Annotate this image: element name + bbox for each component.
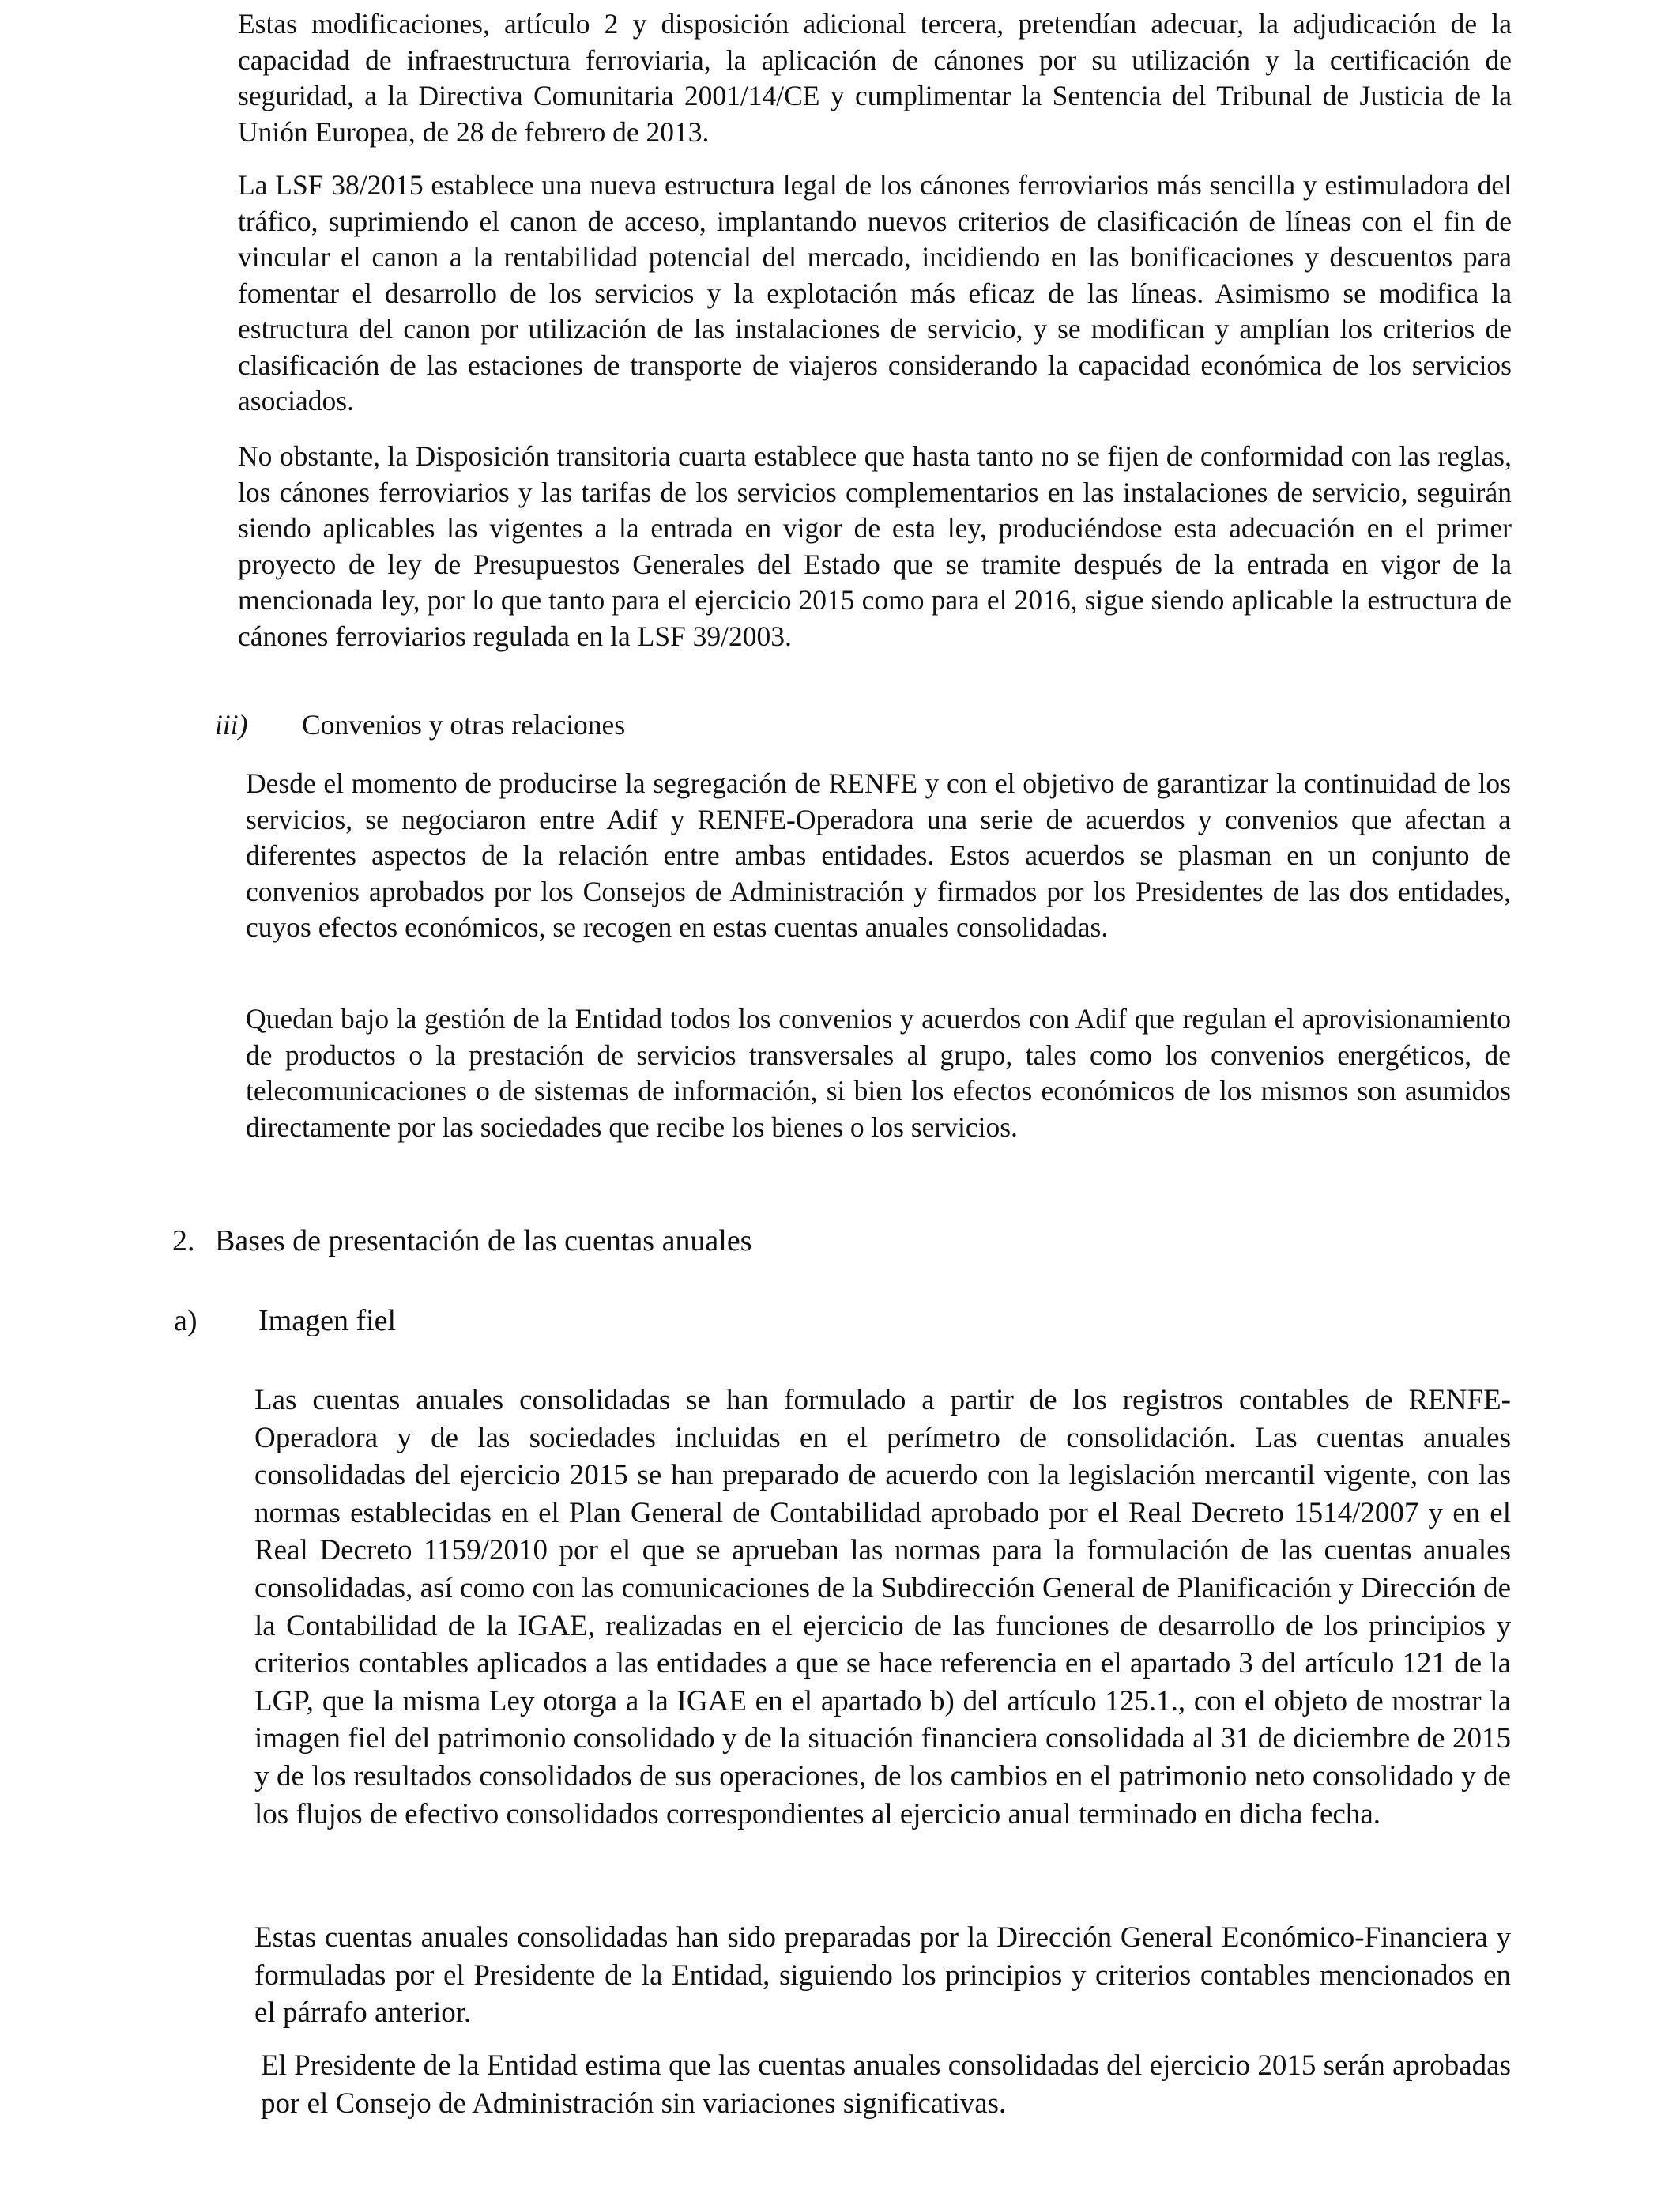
section-2-heading: Bases de presentación de las cuentas anuales: [215, 1224, 752, 1257]
paragraph-preparacion-cuentas: Estas cuentas anuales consolidadas han sido preparadas por la Dirección General Económico-Financiera y formuladas por el Presidente de la Entidad, siguiendo los principios y criterios contables mencionados en el párrafo anterior.: [254, 1921, 1511, 2030]
subsection-a-marker: a): [174, 1304, 198, 1337]
paragraph-lsf-38-2015: La LSF 38/2015 establece una nueva estructura legal de los cánones ferroviarios más sencilla y estimuladora del tráfico, suprimiendo el canon de acceso, implantando nuevos criterios de clasificación de líneas con el fin de vincular el canon a la rentabilidad potencial del mercado, incidiendo en las bonificaciones y descuentos para fomentar el desarrollo de los servicios y la explotación más eficaz de las líneas. Asimismo se modifica la estructura del canon por utilización de las instalaciones de servicio, y se modifican y amplían los criterios de clasificación de las estaciones de transporte de viajeros considerando la capacidad económica de los servicios asociados.: [238, 169, 1512, 417]
paragraph-disposicion-transitoria: No obstante, la Disposición transitoria cuarta establece que hasta tanto no se fijen de conformidad con las reglas, los cánones ferroviarios y las tarifas de los servicios complementarios en las instalaciones de servicio, seguirán siendo aplicables las vigentes a la entrada en vigor de esta ley, produciéndose esta adecuación en el primer proyecto de ley de Presupuestos Generales del Estado que se tramite después de la entrada en vigor de la mencionada ley, por lo que tanto para el ejercicio 2015 como para el 2016, sigue siendo aplicable la estructura de cánones ferroviarios regulada en la LSF 39/2003.: [238, 440, 1512, 652]
subsection-iii-marker: iii): [215, 709, 248, 741]
subsection-a-heading: Imagen fiel: [258, 1304, 397, 1337]
section-2-number: 2.: [172, 1224, 195, 1257]
subsection-iii-heading: Convenios y otras relaciones: [302, 709, 626, 741]
paragraph-segregacion-renfe: Desde el momento de producirse la segregación de RENFE y con el objetivo de garantizar la continuidad de los servicios, se negociaron entre Adif y RENFE-Operadora una serie de acuerdos y convenios que afectan a diferentes aspectos de la relación entre ambas entidades. Estos acuerdos se plasman en un conjunto de convenios aprobados por los Consejos de Administración y firmados por los Presidentes de las dos entidades, cuyos efectos económicos, se recogen en estas cuentas anuales consolidadas.: [246, 767, 1511, 943]
paragraph-aprobacion-consejo: El Presidente de la Entidad estima que las cuentas anuales consolidadas del ejercicio 2015 serán aprobadas por el Consejo de Administración sin variaciones significativas.: [261, 2049, 1511, 2120]
paragraph-imagen-fiel: Las cuentas anuales consolidadas se han formulado a partir de los registros contables de RENFE-Operadora y de las sociedades incluidas en el perímetro de consolidación. Las cuentas anuales consolidadas del ejercicio 2015 se han preparado de acuerdo con la legislación mercantil vigente, con las normas establecidas en el Plan General de Contabilidad aprobado por el Real Decreto 1514/2007 y en el Real Decreto 1159/2010 por el que se aprueban las normas para la formulación de las cuentas anuales consolidadas, así como con las comunicaciones de la Subdirección General de Planificación y Dirección de la Contabilidad de la IGAE, realizadas en el ejercicio de las funciones de desarrollo de los principios y criterios contables aplicados a las entidades a que se hace referencia en el apartado 3 del artículo 121 de la LGP, que la misma Ley otorga a la IGAE en el apartado b) del artículo 125.1., con el objeto de mostrar la imagen fiel del patrimonio consolidado y de la situación financiera consolidada al 31 de diciembre de 2015 y de los resultados consolidados de sus operaciones, de los cambios en el patrimonio neto consolidado y de los flujos de efectivo consolidados correspondientes al ejercicio anual terminado en dicha fecha.: [254, 1384, 1511, 1830]
paragraph-directiva-adecuacion: Estas modificaciones, artículo 2 y disposición adicional tercera, pretendían adecuar, la adjudicación de la capacidad de infraestructura ferroviaria, la aplicación de cánones por su utilización y la certificación de seguridad, a la Directiva Comunitaria 2001/14/CE y cumplimentar la Sentencia del Tribunal de Justicia de la Unión Europea, de 28 de febrero de 2013.: [238, 8, 1512, 148]
paragraph-convenios-adif: Quedan bajo la gestión de la Entidad todos los convenios y acuerdos con Adif que regulan el aprovisionamiento de productos o la prestación de servicios transversales al grupo, tales como los convenios energéticos, de telecomunicaciones o de sistemas de información, si bien los efectos económicos de los mismos son asumidos directamente por las sociedades que recibe los bienes o los servicios.: [246, 1003, 1511, 1143]
